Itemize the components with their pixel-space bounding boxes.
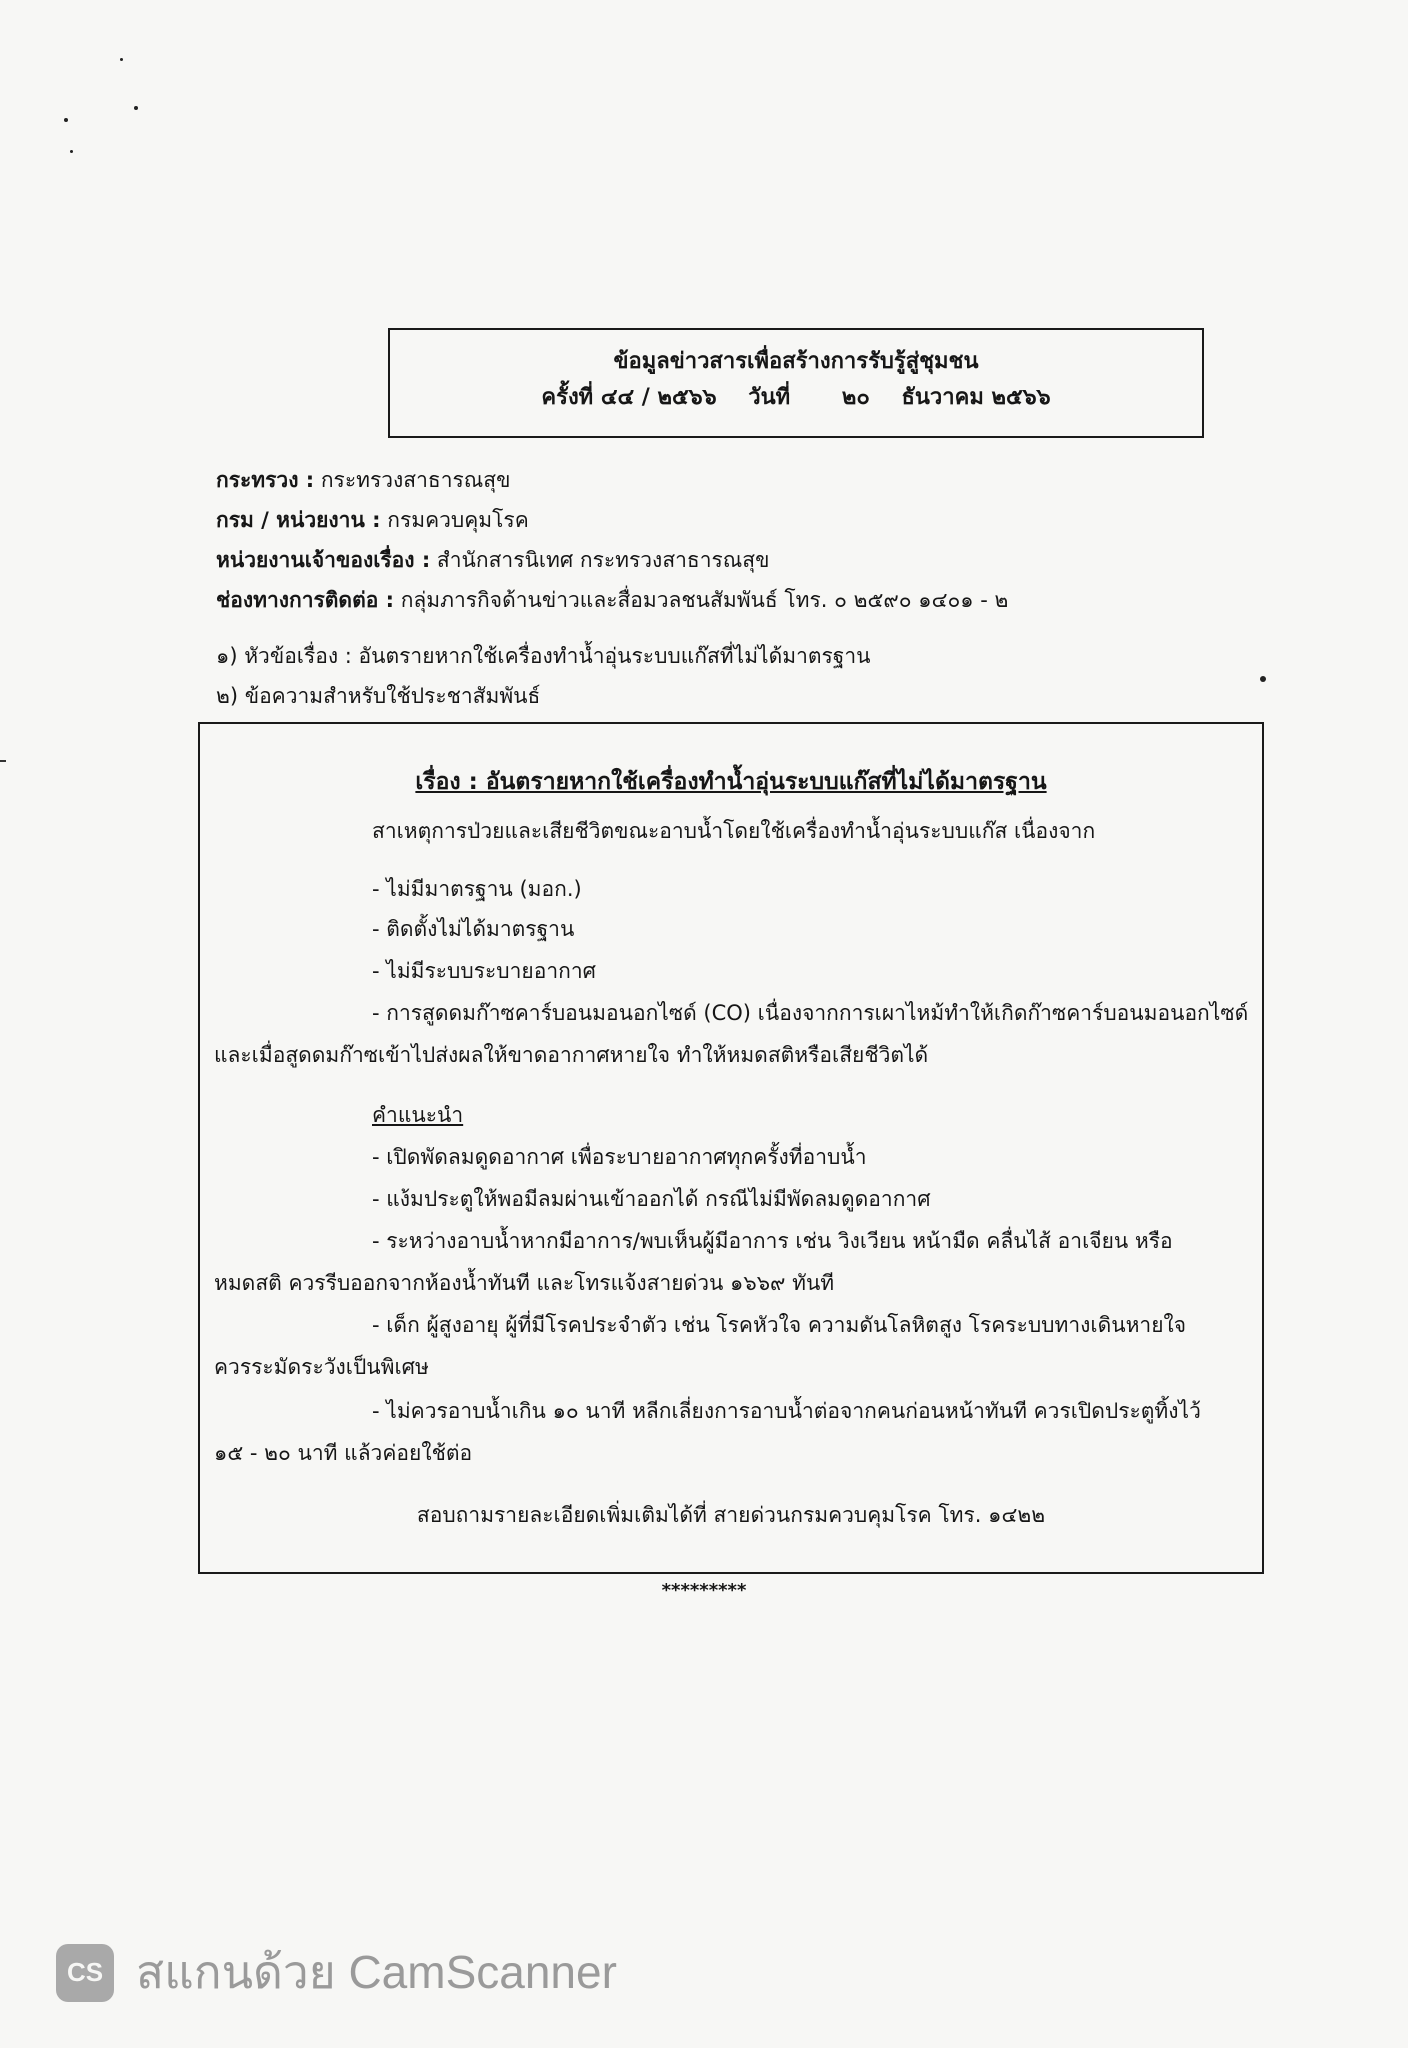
camscanner-watermark-text: สแกนด้วย CamScanner xyxy=(136,1946,617,1998)
advice-item: - แง้มประตูให้พอมีลมผ่านเข้าออกได้ กรณีไม่มีพัดลมดูดอากาศ xyxy=(372,1187,931,1211)
document-title-box xyxy=(388,328,1204,438)
scan-speck xyxy=(1260,676,1266,682)
scan-edge-mark xyxy=(0,760,6,762)
message-heading: เรื่อง : อันตรายหากใช้เครื่องทำน้ำอุ่นระบบแก๊สที่ไม่ได้มาตรฐาน xyxy=(415,769,1047,795)
topic-subject: ๑) หัวข้อเรื่อง : อันตรายหากใช้เครื่องทำน้ำอุ่นระบบแก๊สที่ไม่ได้มาตรฐาน xyxy=(216,644,871,668)
cause-item: - ติดตั้งไม่ได้มาตรฐาน xyxy=(372,917,575,941)
issue-number: ครั้งที่ ๔๔ / ๒๕๖๖ xyxy=(541,385,717,410)
issue-line xyxy=(390,380,1202,416)
cause-item: - ไม่มีระบบระบายอากาศ xyxy=(372,959,596,983)
meta-contact xyxy=(216,580,1316,620)
meta-label: ช่องทางการติดต่อ : xyxy=(216,588,395,612)
scan-speck xyxy=(64,118,68,122)
issue-day: ๒๐ xyxy=(841,385,870,410)
advice-continuation: ๑๕ - ๒๐ นาที แล้วค่อยใช้ต่อ xyxy=(214,1441,473,1465)
cause-item: - ไม่มีมาตรฐาน (มอก.) xyxy=(372,877,582,901)
meta-owner-unit xyxy=(216,540,1316,580)
advice-item: - ไม่ควรอาบน้ำเกิน ๑๐ นาที หลีกเลี่ยงการอาบน้ำต่อจากคนก่อนหน้าทันที ควรเปิดประตูทิ้งไว้ xyxy=(372,1399,1201,1423)
advice-continuation: ควรระมัดระวังเป็นพิเศษ xyxy=(214,1355,429,1379)
scan-speck xyxy=(120,58,123,61)
message-intro: สาเหตุการป่วยและเสียชีวิตขณะอาบน้ำโดยใช้เครื่องทำน้ำอุ่นระบบแก๊ส เนื่องจาก xyxy=(372,819,1096,843)
advice-continuation: หมดสติ ควรรีบออกจากห้องน้ำทันที และโทรแจ้งสายด่วน ๑๖๖๙ ทันที xyxy=(214,1271,835,1295)
meta-value: กรมควบคุมโรค xyxy=(387,508,529,532)
scan-speck xyxy=(134,106,138,110)
cause-continuation: และเมื่อสูดดมก๊าซเข้าไปส่งผลให้ขาดอากาศหายใจ ทำให้หมดสติหรือเสียชีวิตได้ xyxy=(214,1043,929,1067)
advice-item: - เปิดพัดลมดูดอากาศ เพื่อระบายอากาศทุกครั้งที่อาบน้ำ xyxy=(372,1145,867,1169)
scan-speck xyxy=(70,150,73,153)
end-of-document-mark: ********* xyxy=(661,1580,747,1601)
day-label: วันที่ xyxy=(748,385,791,410)
advice-item: - ระหว่างอาบน้ำหากมีอาการ/พบเห็นผู้มีอาการ เช่น วิงเวียน หน้ามืด คลื่นไส้ อาเจียน หรือ xyxy=(372,1229,1173,1253)
camscanner-watermark xyxy=(56,1936,617,2009)
meta-label: กระทรวง : xyxy=(216,468,315,492)
meta-value: กระทรวงสาธารณสุข xyxy=(320,468,511,492)
meta-label: กรม / หน่วยงาน : xyxy=(216,508,381,532)
meta-ministry xyxy=(216,460,1316,500)
topic-pr-message: ๒) ข้อความสำหรับใช้ประชาสัมพันธ์ xyxy=(216,684,541,708)
meta-value: สำนักสารนิเทศ กระทรวงสาธารณสุข xyxy=(436,548,770,572)
cause-item: - การสูดดมก๊าซคาร์บอนมอนอกไซด์ (CO) เนื่องจากการเผาไหม้ทำให้เกิดก๊าซคาร์บอนมอนอกไซด์ xyxy=(372,1001,1249,1025)
advice-title: คำแนะนำ xyxy=(372,1103,464,1127)
advice-item: - เด็ก ผู้สูงอายุ ผู้ที่มีโรคประจำตัว เช่น โรคหัวใจ ความดันโลหิตสูง โรคระบบทางเดินหายใจ xyxy=(372,1313,1187,1337)
metadata-block xyxy=(216,460,1316,620)
meta-value: กลุ่มภารกิจด้านข่าวและสื่อมวลชนสัมพันธ์ โทร. ๐ ๒๕๙๐ ๑๔๐๑ - ๒ xyxy=(400,588,1009,612)
message-closing: สอบถามรายละเอียดเพิ่มเติมได้ที่ สายด่วนกรมควบคุมโรค โทร. ๑๔๒๒ xyxy=(416,1503,1046,1527)
camscanner-logo-icon: CS xyxy=(56,1944,114,2002)
issue-month-year: ธันวาคม ๒๕๖๖ xyxy=(901,385,1051,410)
meta-department xyxy=(216,500,1316,540)
topics-block xyxy=(216,636,1316,716)
pr-message-box xyxy=(198,722,1264,1574)
meta-label: หน่วยงานเจ้าของเรื่อง : xyxy=(216,548,431,572)
document-title: ข้อมูลข่าวสารเพื่อสร้างการรับรู้สู่ชุมชน xyxy=(613,349,979,374)
